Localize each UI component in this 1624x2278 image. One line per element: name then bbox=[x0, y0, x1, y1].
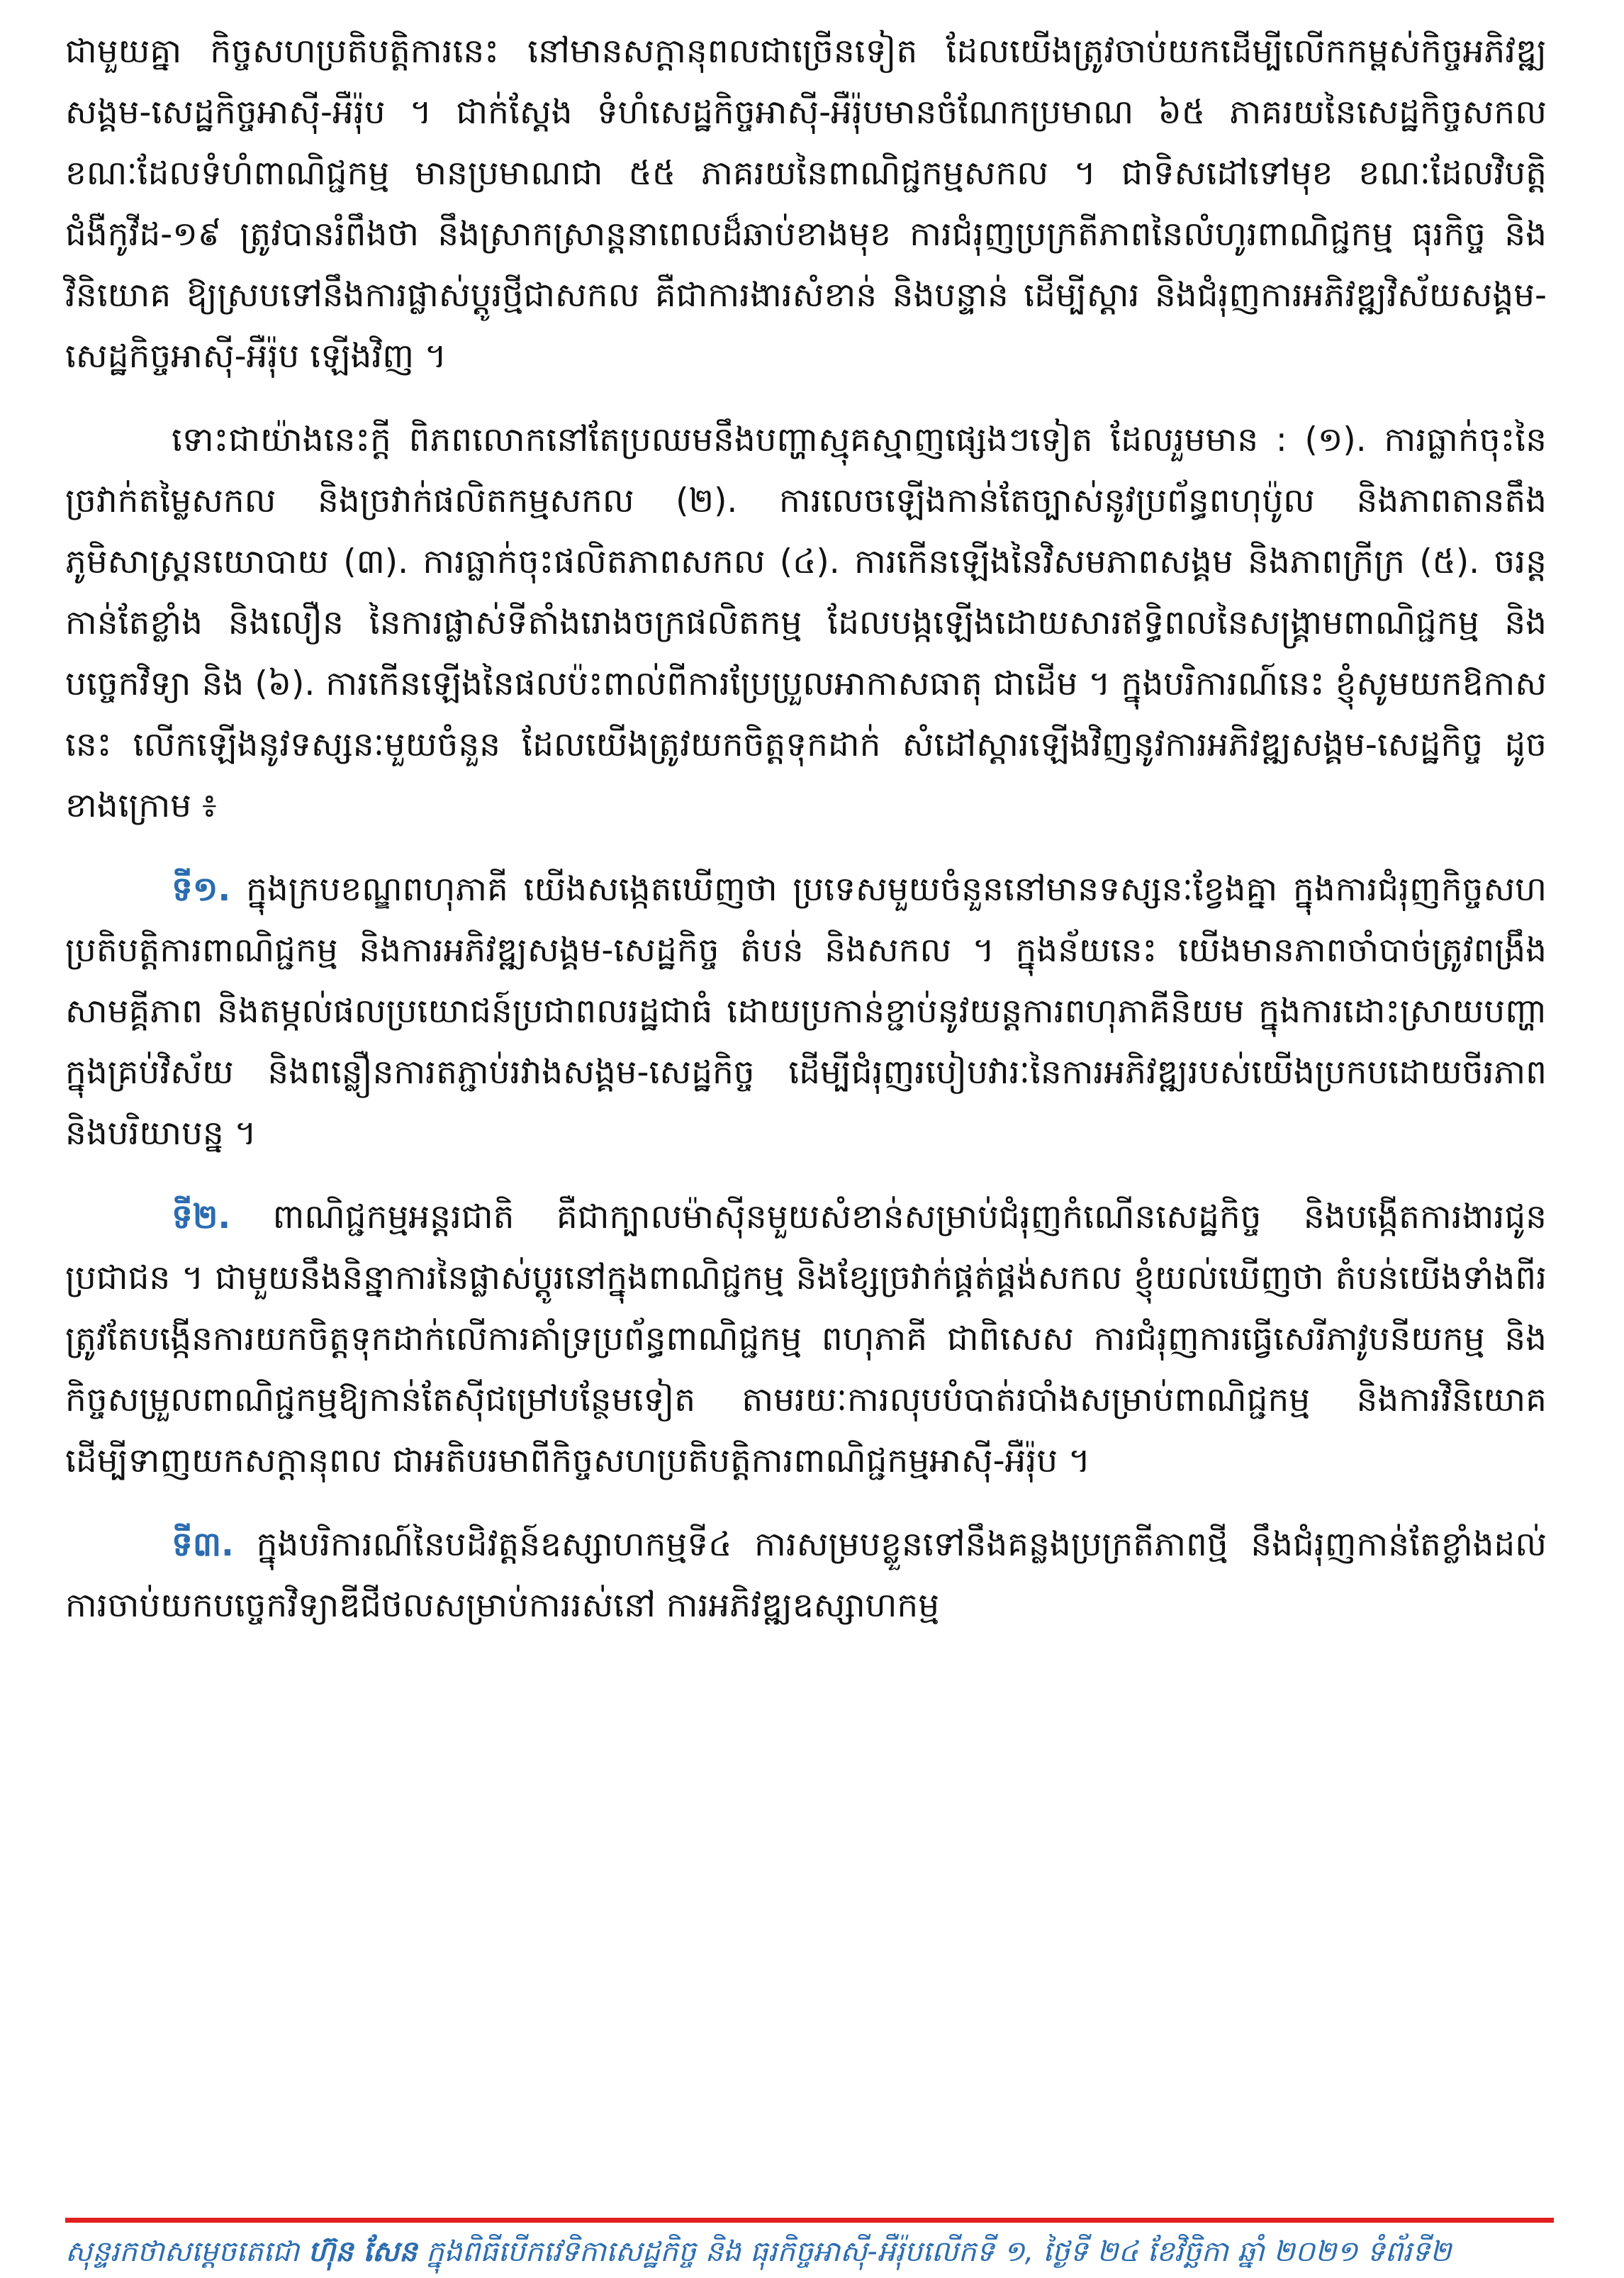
footer-suffix: ក្នុងពិធីបើកវេទិកាសេដ្ឋកិច្ច និង ធុរកិច្ចអាស៊ី-អឺរ៉ុបលើកទី ១, ថ្ងៃទី ២៤ ខែវិច្ឆិកា ឆ្នាំ ២០២១ ទំព័រទី២ bbox=[417, 2235, 1452, 2268]
footer-speaker-name: ហ៊ុន សែន bbox=[308, 2235, 418, 2268]
paragraph-point-1 bbox=[65, 859, 1547, 1164]
footer-divider-red bbox=[65, 2218, 1554, 2223]
point-3-label: ទី៣. bbox=[172, 1525, 234, 1564]
paragraph-challenges: ទោះជាយ៉ាងនេះក្តី ពិភពលោកនៅតែប្រឈមនឹងបញ្ហាស្មុគស្មាញផ្សេងៗទៀត ដែលរួមមាន : (១). ការធ្លាក់ចុះនៃច្រវាក់តម្លៃសកល និងច្រវាក់ផលិតកម្មសកល (២). ការលេចឡើងកាន់តែច្បាស់នូវប្រព័ន្ធពហុប៉ូល និងភាពតានតឹងភូមិសាស្ត្រនយោបាយ (៣). ការធ្លាក់ចុះផលិតភាពសកល (៤). ការកើនឡើងនៃវិសមភាពសង្គម និងភាពក្រីក្រ (៥). ចរន្តកាន់តែខ្លាំង និងលឿន នៃការផ្លាស់ទីតាំងរោងចក្រផលិតកម្ម ដែលបង្កឡើងដោយសារឥទ្ធិពលនៃសង្គ្រាមពាណិជ្ជកម្ម និងបច្ចេកវិទ្យា និង (៦). ការកើនឡើងនៃផលប៉ះពាល់ពីការប្រែប្រួលអាកាសធាតុ ជាដើម ។ ក្នុងបរិការណ៍នេះ ខ្ញុំសូមយកឱកាសនេះ លើកឡើងនូវទស្សនៈមួយចំនួន ដែលយើងត្រូវយកចិត្តទុកដាក់ សំដៅស្តារឡើងវិញនូវការអភិវឌ្ឍសង្គម-សេដ្ឋកិច្ច ដូចខាងក្រោម ៖ bbox=[65, 420, 1547, 825]
point-3-text: ក្នុងបរិការណ៍នៃបដិវត្តន៍ឧស្សាហកម្មទី៤ ការសម្របខ្លួនទៅនឹងគន្លងប្រក្រតីភាពថ្មី នឹងជំរុញកាន់តែខ្លាំងដល់ការចាប់យកបច្ចេកវិទ្យាឌីជីថលសម្រាប់ការរស់នៅ ការអភិវឌ្ឍឧស្សាហកម្ម bbox=[65, 1525, 1547, 1625]
point-2-label: ទី២. bbox=[172, 1197, 231, 1236]
point-2-text: ពាណិជ្ជកម្មអន្តរជាតិ គឺជាក្បាលម៉ាស៊ីនមួយសំខាន់សម្រាប់ជំរុញកំណើនសេដ្ឋកិច្ច និងបង្កើតការងារជូនប្រជាជន ។ ជាមួយនឹងនិន្នាការនៃផ្លាស់ប្តូរនៅក្នុងពាណិជ្ជកម្ម និងខ្សែច្រវាក់ផ្គត់ផ្គង់សកល ខ្ញុំយល់ឃើញថា តំបន់យើងទាំងពីរ ត្រូវតែបង្កើនការយកចិត្តទុកដាក់លើការគាំទ្រប្រព័ន្ធពាណិជ្ជកម្ម ពហុភាគី ជាពិសេស ការជំរុញការធ្វើសេរីភាវូបនីយកម្ម និងកិច្ចសម្រួលពាណិជ្ជកម្មឱ្យកាន់តែស៊ីជម្រៅបន្ថែមទៀត តាមរយៈការលុបបំបាត់របាំងសម្រាប់ពាណិជ្ជកម្ម និងការវិនិយោគ ដើម្បីទាញយកសក្តានុពល ជាអតិបរមាពីកិច្ចសហប្រតិបត្តិការពាណិជ្ជកម្មអាស៊ី-អឺរ៉ុប ។ bbox=[65, 1197, 1547, 1480]
point-1-label: ទី១. bbox=[172, 870, 231, 909]
speech-body bbox=[65, 21, 1547, 1659]
paragraph-continued: ជាមួយគ្នា កិច្ចសហប្រតិបត្តិការនេះ នៅមានសក្តានុពលជាច្រើនទៀត ដែលយើងត្រូវចាប់យកដើម្បីលើកកម្ពស់កិច្ចអភិវឌ្ឍសង្គម-សេដ្ឋកិច្ចអាស៊ី-អឺរ៉ុប ។ ជាក់ស្តែង ទំហំសេដ្ឋកិច្ចអាស៊ី-អឺរ៉ុបមានចំណែកប្រមាណ ៦៥ ភាគរយនៃសេដ្ឋកិច្ចសកល ខណៈដែលទំហំពាណិជ្ជកម្ម មានប្រមាណជា ៥៥ ភាគរយនៃពាណិជ្ជកម្មសកល ។ ជាទិសដៅទៅមុខ ខណៈដែលវិបត្តិជំងឺកូវីដ-១៩ ត្រូវបានរំពឹងថា នឹងស្រាកស្រាន្តនាពេលដ៏ឆាប់ខាងមុខ ការជំរុញប្រក្រតីភាពនៃលំហូរពាណិជ្ជកម្ម ធុរកិច្ច និងវិនិយោគ ឱ្យស្របទៅនឹងការផ្លាស់ប្តូរថ្មីជាសកល គឺជាការងារសំខាន់ និងបន្ទាន់ ដើម្បីស្តារ និងជំរុញការអភិវឌ្ឍវិស័យសង្គម-សេដ្ឋកិច្ចអាស៊ី-អឺរ៉ុប ឡើងវិញ ។ bbox=[65, 32, 1547, 376]
page-footer bbox=[65, 2232, 1561, 2272]
footer-prefix: សុន្ទរកថាសម្តេចតេជោ bbox=[65, 2235, 308, 2268]
point-1-text: ក្នុងក្របខណ្ឌពហុភាគី យើងសង្កេតឃើញថា ប្រទេសមួយចំនួននៅមានទស្សនៈខ្វែងគ្នា ក្នុងការជំរុញកិច្ចសហប្រតិបត្តិការពាណិជ្ជកម្ម និងការអភិវឌ្ឍសង្គម-សេដ្ឋកិច្ច តំបន់ និងសកល ។ ក្នុងន័យនេះ យើងមានភាពចាំបាច់ត្រូវពង្រឹងសាមគ្គីភាព និងតម្កល់ផលប្រយោជន៍ប្រជាពលរដ្ឋជាធំ ដោយប្រកាន់ខ្ជាប់នូវយន្តការពហុភាគីនិយម ក្នុងការដោះស្រាយបញ្ហា ក្នុងគ្រប់វិស័យ និងពន្លឿនការតភ្ជាប់រវាងសង្គម-សេដ្ឋកិច្ច ដើម្បីជំរុញរបៀបវារៈនៃការអភិវឌ្ឍរបស់យើងប្រកបដោយចីរភាព និងបរិយាបន្ន ។ bbox=[65, 870, 1547, 1153]
paragraph-point-2 bbox=[65, 1187, 1547, 1492]
paragraph-point-3 bbox=[65, 1514, 1547, 1636]
